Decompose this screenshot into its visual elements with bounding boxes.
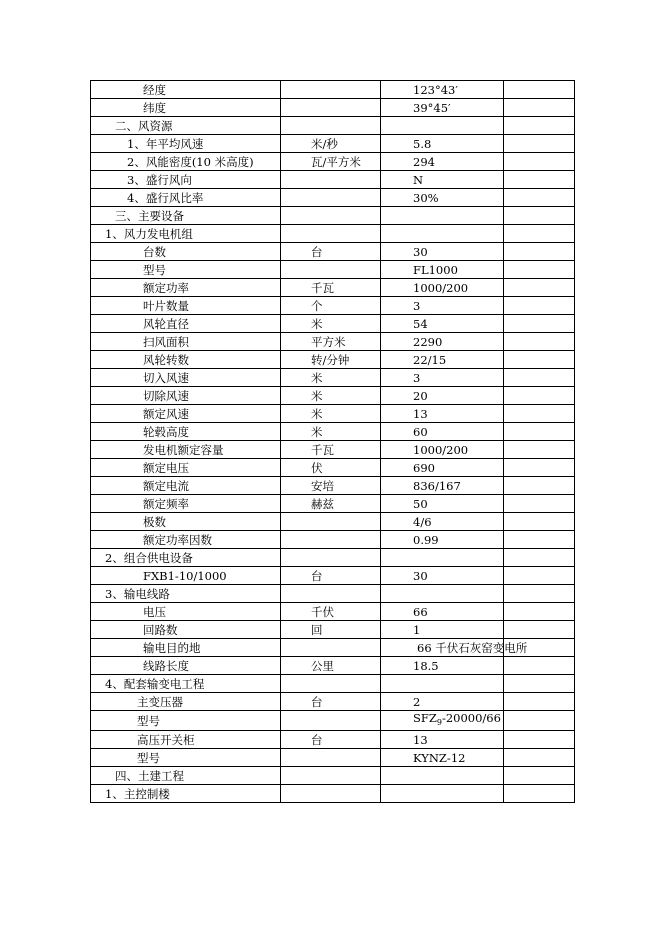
row-unit bbox=[281, 711, 381, 731]
row-unit bbox=[281, 585, 381, 603]
row-note bbox=[504, 333, 575, 351]
row-value: 836/167 bbox=[381, 477, 504, 495]
table-row bbox=[91, 567, 575, 585]
row-value: 0.99 bbox=[381, 531, 504, 549]
row-unit: 千伏 bbox=[281, 603, 381, 621]
row-note bbox=[504, 749, 575, 767]
table-row bbox=[91, 81, 575, 99]
row-value bbox=[381, 585, 504, 603]
row-note bbox=[504, 477, 575, 495]
model-subscript: 9 bbox=[436, 718, 442, 727]
table-row bbox=[91, 135, 575, 153]
row-label: 3、输电线路 bbox=[91, 585, 281, 603]
row-value: 3 bbox=[381, 369, 504, 387]
row-label: 型号 bbox=[91, 261, 281, 279]
table-row bbox=[91, 315, 575, 333]
table-row bbox=[91, 603, 575, 621]
row-value bbox=[381, 675, 504, 693]
row-unit bbox=[281, 171, 381, 189]
row-note bbox=[504, 767, 575, 785]
row-unit: 米 bbox=[281, 315, 381, 333]
row-label: FXB1-10/1000 bbox=[91, 567, 281, 585]
row-note bbox=[504, 675, 575, 693]
row-label: 纬度 bbox=[91, 99, 281, 117]
row-unit: 赫兹 bbox=[281, 495, 381, 513]
row-unit bbox=[281, 99, 381, 117]
row-value bbox=[381, 549, 504, 567]
row-note bbox=[504, 171, 575, 189]
row-value bbox=[381, 711, 504, 731]
row-note bbox=[504, 513, 575, 531]
row-note bbox=[504, 459, 575, 477]
row-unit: 转/分钟 bbox=[281, 351, 381, 369]
row-unit: 台 bbox=[281, 243, 381, 261]
row-value bbox=[381, 225, 504, 243]
table-row bbox=[91, 387, 575, 405]
row-unit bbox=[281, 675, 381, 693]
row-note bbox=[504, 441, 575, 459]
table-row bbox=[91, 99, 575, 117]
row-value: 30 bbox=[381, 243, 504, 261]
row-label: 三、主要设备 bbox=[91, 207, 281, 225]
row-note bbox=[504, 81, 575, 99]
row-unit: 平方米 bbox=[281, 333, 381, 351]
row-label: 扫风面积 bbox=[91, 333, 281, 351]
row-unit bbox=[281, 261, 381, 279]
row-note bbox=[504, 731, 575, 749]
row-label: 4、配套输变电工程 bbox=[91, 675, 281, 693]
row-note bbox=[504, 785, 575, 803]
row-note bbox=[504, 351, 575, 369]
table-row bbox=[91, 585, 575, 603]
row-unit: 台 bbox=[281, 567, 381, 585]
row-unit bbox=[281, 513, 381, 531]
row-note bbox=[504, 99, 575, 117]
row-value: 54 bbox=[381, 315, 504, 333]
row-note bbox=[504, 387, 575, 405]
row-unit bbox=[281, 785, 381, 803]
row-note bbox=[504, 135, 575, 153]
row-value: 30% bbox=[381, 189, 504, 207]
row-label: 1、主控制楼 bbox=[91, 785, 281, 803]
row-note bbox=[504, 315, 575, 333]
table-row bbox=[91, 171, 575, 189]
table-row bbox=[91, 639, 575, 657]
row-unit bbox=[281, 531, 381, 549]
row-label: 3、盛行风向 bbox=[91, 171, 281, 189]
row-unit: 伏 bbox=[281, 459, 381, 477]
row-value: 13 bbox=[381, 405, 504, 423]
row-unit: 米 bbox=[281, 369, 381, 387]
row-label: 台数 bbox=[91, 243, 281, 261]
row-value: 13 bbox=[381, 731, 504, 749]
row-note bbox=[504, 423, 575, 441]
table-row bbox=[91, 477, 575, 495]
row-value: 66 bbox=[381, 603, 504, 621]
row-unit: 安培 bbox=[281, 477, 381, 495]
row-value: FL1000 bbox=[381, 261, 504, 279]
row-label: 高压开关柜 bbox=[91, 731, 281, 749]
row-label: 风轮转数 bbox=[91, 351, 281, 369]
row-unit: 台 bbox=[281, 731, 381, 749]
table-row bbox=[91, 549, 575, 567]
table-row bbox=[91, 621, 575, 639]
row-value bbox=[381, 639, 528, 657]
row-unit: 回 bbox=[281, 621, 381, 639]
table-row bbox=[91, 731, 575, 749]
row-value: 60 bbox=[381, 423, 504, 441]
row-note bbox=[504, 117, 575, 135]
row-value: 690 bbox=[381, 459, 504, 477]
table-row bbox=[91, 513, 575, 531]
row-unit bbox=[281, 117, 381, 135]
table-row bbox=[91, 441, 575, 459]
row-value: 4/6 bbox=[381, 513, 504, 531]
model-tail: -20000/66 bbox=[441, 711, 501, 725]
row-label: 主变压器 bbox=[91, 693, 281, 711]
table-row bbox=[91, 657, 575, 675]
row-label: 四、土建工程 bbox=[91, 767, 281, 785]
row-label: 发电机额定容量 bbox=[91, 441, 281, 459]
row-value: KYNZ-12 bbox=[381, 749, 504, 767]
row-value-text: 66 千伏石灰窑变电所 bbox=[417, 640, 528, 655]
row-unit bbox=[281, 81, 381, 99]
row-note bbox=[504, 585, 575, 603]
row-value: 123°43′ bbox=[381, 81, 504, 99]
row-label: 经度 bbox=[91, 81, 281, 99]
row-label: 输电目的地 bbox=[91, 639, 281, 657]
row-label: 电压 bbox=[91, 603, 281, 621]
table-row bbox=[91, 423, 575, 441]
row-note bbox=[504, 207, 575, 225]
row-note bbox=[504, 261, 575, 279]
row-value bbox=[381, 785, 504, 803]
row-value: 3 bbox=[381, 297, 504, 315]
row-unit: 台 bbox=[281, 693, 381, 711]
equipment-spec-table bbox=[90, 80, 575, 803]
row-unit: 公里 bbox=[281, 657, 381, 675]
table-row bbox=[91, 333, 575, 351]
row-label: 回路数 bbox=[91, 621, 281, 639]
row-unit: 千瓦 bbox=[281, 441, 381, 459]
row-note bbox=[504, 369, 575, 387]
row-label: 轮毂高度 bbox=[91, 423, 281, 441]
table-row bbox=[91, 405, 575, 423]
table-row bbox=[91, 225, 575, 243]
row-unit bbox=[281, 767, 381, 785]
row-label: 1、风力发电机组 bbox=[91, 225, 281, 243]
row-unit: 千瓦 bbox=[281, 279, 381, 297]
row-value: 1000/200 bbox=[381, 441, 504, 459]
row-value: 5.8 bbox=[381, 135, 504, 153]
table-row bbox=[91, 767, 575, 785]
row-note bbox=[504, 567, 575, 585]
row-label: 风轮直径 bbox=[91, 315, 281, 333]
table-row bbox=[91, 711, 575, 731]
table-row bbox=[91, 785, 575, 803]
table-row bbox=[91, 693, 575, 711]
row-unit bbox=[281, 189, 381, 207]
row-note bbox=[504, 657, 575, 675]
row-value: 30 bbox=[381, 567, 504, 585]
row-note bbox=[504, 225, 575, 243]
row-unit bbox=[281, 639, 381, 657]
row-unit: 个 bbox=[281, 297, 381, 315]
row-note bbox=[504, 279, 575, 297]
table-row bbox=[91, 369, 575, 387]
row-value: 50 bbox=[381, 495, 504, 513]
row-value: 2290 bbox=[381, 333, 504, 351]
row-value: 22/15 bbox=[381, 351, 504, 369]
row-unit bbox=[281, 207, 381, 225]
table-row bbox=[91, 495, 575, 513]
table-row bbox=[91, 531, 575, 549]
row-label: 4、盛行风比率 bbox=[91, 189, 281, 207]
row-note bbox=[504, 153, 575, 171]
row-label: 型号 bbox=[91, 711, 281, 731]
row-label: 型号 bbox=[91, 749, 281, 767]
row-unit: 米/秒 bbox=[281, 135, 381, 153]
row-note bbox=[504, 243, 575, 261]
row-label: 叶片数量 bbox=[91, 297, 281, 315]
row-value: 39°45′ bbox=[381, 99, 504, 117]
row-unit: 米 bbox=[281, 387, 381, 405]
row-value: 1 bbox=[381, 621, 504, 639]
row-unit: 米 bbox=[281, 423, 381, 441]
row-value: 1000/200 bbox=[381, 279, 504, 297]
row-label: 切入风速 bbox=[91, 369, 281, 387]
row-label: 二、风资源 bbox=[91, 117, 281, 135]
row-label: 1、年平均风速 bbox=[91, 135, 281, 153]
row-value: N bbox=[381, 171, 504, 189]
row-note bbox=[504, 531, 575, 549]
row-value: 20 bbox=[381, 387, 504, 405]
table-row bbox=[91, 749, 575, 767]
row-label: 极数 bbox=[91, 513, 281, 531]
table-row bbox=[91, 243, 575, 261]
row-label: 2、组合供电设备 bbox=[91, 549, 281, 567]
row-note bbox=[504, 549, 575, 567]
table-row bbox=[91, 153, 575, 171]
table-row bbox=[91, 189, 575, 207]
row-note bbox=[504, 189, 575, 207]
row-label: 额定风速 bbox=[91, 405, 281, 423]
row-unit: 米 bbox=[281, 405, 381, 423]
row-note bbox=[504, 711, 575, 731]
table-row bbox=[91, 279, 575, 297]
row-note bbox=[504, 495, 575, 513]
row-label: 2、风能密度(10 米高度) bbox=[91, 153, 281, 171]
row-label: 额定电压 bbox=[91, 459, 281, 477]
row-label: 额定电流 bbox=[91, 477, 281, 495]
table-row bbox=[91, 351, 575, 369]
row-unit bbox=[281, 225, 381, 243]
row-note bbox=[504, 405, 575, 423]
row-note bbox=[504, 621, 575, 639]
model-main: SFZ bbox=[413, 711, 437, 725]
row-note bbox=[504, 603, 575, 621]
table-row bbox=[91, 675, 575, 693]
row-unit: 瓦/平方米 bbox=[281, 153, 381, 171]
row-label: 切除风速 bbox=[91, 387, 281, 405]
table-row bbox=[91, 207, 575, 225]
row-label: 额定频率 bbox=[91, 495, 281, 513]
row-value: 294 bbox=[381, 153, 504, 171]
row-value: 2 bbox=[381, 693, 504, 711]
row-value bbox=[381, 117, 504, 135]
table-row bbox=[91, 261, 575, 279]
row-label: 线路长度 bbox=[91, 657, 281, 675]
table-row bbox=[91, 117, 575, 135]
row-note bbox=[504, 693, 575, 711]
row-value: 18.5 bbox=[381, 657, 504, 675]
table-row bbox=[91, 459, 575, 477]
row-label: 额定功率 bbox=[91, 279, 281, 297]
row-value bbox=[381, 767, 504, 785]
row-unit bbox=[281, 549, 381, 567]
row-value bbox=[381, 207, 504, 225]
table-row bbox=[91, 297, 575, 315]
row-label: 额定功率因数 bbox=[91, 531, 281, 549]
row-note bbox=[504, 297, 575, 315]
row-unit bbox=[281, 749, 381, 767]
